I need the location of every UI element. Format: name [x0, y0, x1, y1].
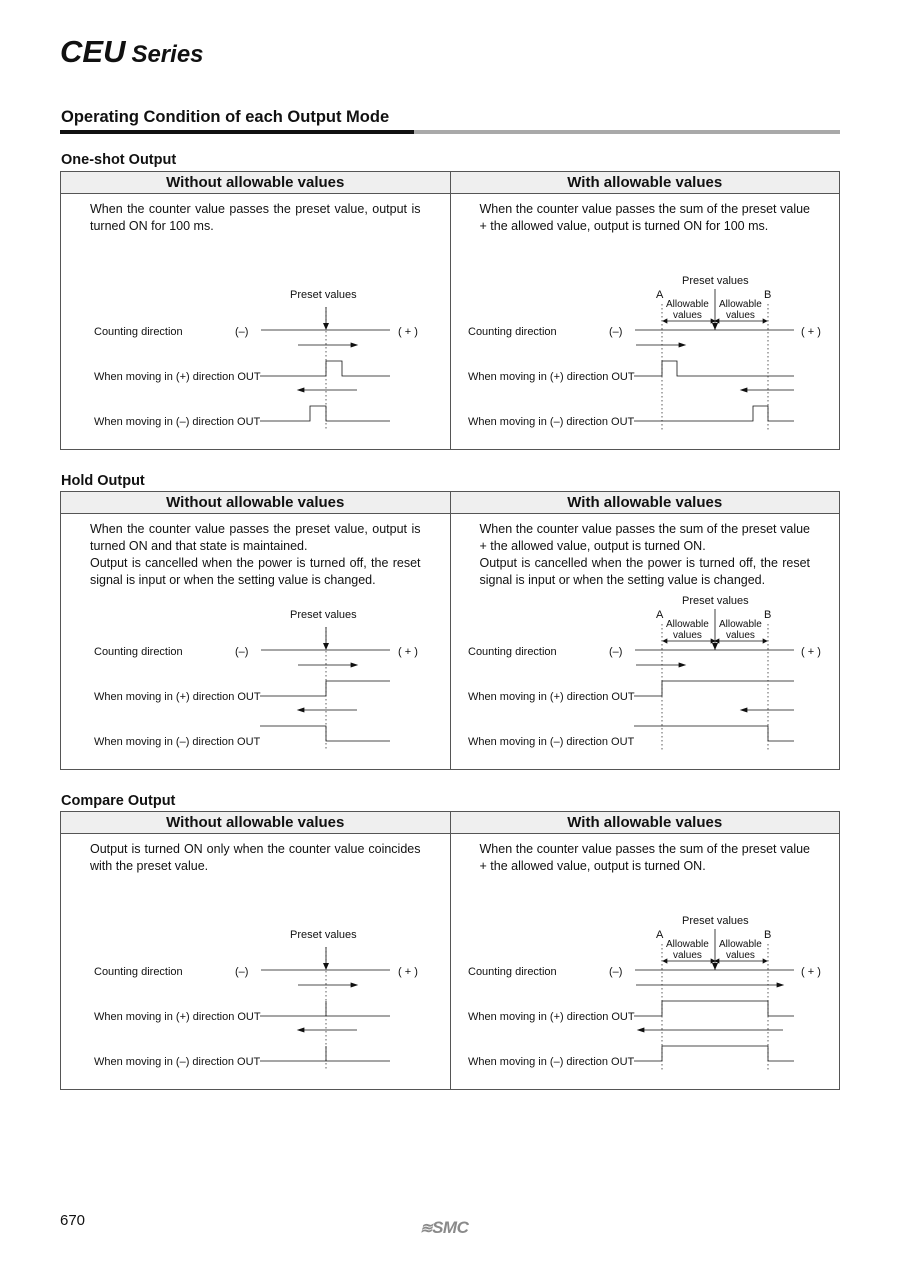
minus-label: (–) [235, 646, 249, 658]
point-b-label: B [763, 929, 771, 941]
arrow-left [741, 388, 794, 392]
point-a-label: A [655, 609, 663, 621]
point-a-label: A [655, 929, 663, 941]
values-label-left: values [672, 310, 702, 321]
out-plus-label: When moving in (+) direction OUT [94, 371, 261, 383]
oneshot-desc-without: When the counter value passes the preset value, output is turned ON for 100 ms. [90, 202, 421, 233]
out-plus-label: When moving in (+) direction OUT [467, 371, 635, 383]
out-minus-label: When moving in (–) direction OUT [94, 736, 261, 748]
oneshot-cell-without [61, 194, 450, 449]
oneshot-title: One-shot Output [61, 152, 177, 168]
minus-label: (–) [608, 326, 622, 338]
counting-direction-label: Counting direction [94, 326, 183, 338]
title-rule-grey [414, 130, 840, 134]
oneshot-diagram-with [451, 194, 840, 451]
counting-direction-label: Counting direction [467, 646, 557, 658]
compare-desc-with: When the counter value passes the sum of the preset value + the allowed value, output is turned ON. [479, 842, 810, 873]
oneshot-table [60, 171, 840, 450]
out-minus-label: When moving in (–) direction OUT [94, 416, 261, 428]
out-plus-label: When moving in (+) direction OUT [94, 691, 261, 703]
compare-diagram-with [451, 834, 840, 1091]
smc-logo: ≋SMC [420, 1218, 469, 1237]
arrow-left [298, 388, 357, 392]
hold-diagram-without [61, 514, 450, 771]
out-minus-label: When moving in (–) direction OUT [467, 736, 634, 748]
arrow-right [636, 343, 685, 347]
out-plus-signal [260, 681, 390, 696]
arrow-left [298, 708, 357, 712]
hold-table [60, 491, 840, 770]
hold-diagram-with [451, 514, 840, 771]
oneshot-desc-with: When the counter value passes the sum of the preset value + the allowed value, output is turned ON for 100 ms. [479, 202, 810, 233]
series-main: CEU [60, 34, 126, 69]
preset-label: Preset values [290, 289, 357, 301]
preset-label: Preset values [290, 609, 357, 621]
counting-direction-label: Counting direction [94, 646, 183, 658]
allowable-label-left: Allowable [665, 939, 709, 950]
allowable-label-right: Allowable [718, 939, 762, 950]
allowable-label-right: Allowable [718, 619, 762, 630]
out-plus-signal [260, 1001, 390, 1016]
out-minus-signal [634, 1046, 794, 1061]
plus-label: ( + ) [800, 966, 821, 978]
section-title: Operating Condition of each Output Mode [61, 108, 390, 126]
arrow-right [298, 983, 357, 987]
page-number: 670 [60, 1212, 86, 1229]
counting-direction-label: Counting direction [467, 326, 557, 338]
hold-desc-with: When the counter value passes the sum of the preset value + the allowed value, output is turned ON. Output is cancelled when the power is turned off, the reset signal is input or when the setting value is changed. [479, 522, 810, 587]
compare-title: Compare Output [61, 793, 176, 809]
arrow-right [636, 663, 685, 667]
arrow-left [638, 1028, 783, 1032]
logo-text: SMC [432, 1218, 469, 1237]
out-plus-label: When moving in (+) direction OUT [467, 691, 635, 703]
out-minus-signal [634, 726, 794, 741]
preset-label: Preset values [681, 275, 749, 287]
out-minus-signal [634, 406, 794, 421]
compare-desc-without: Output is turned ON only when the counter value coincides with the preset value. [90, 842, 421, 873]
out-minus-label: When moving in (–) direction OUT [467, 1056, 634, 1068]
compare-header-without: Without allowable values [166, 814, 345, 831]
plus-label: ( + ) [398, 646, 418, 658]
compare-table [60, 811, 840, 1090]
values-label-right: values [725, 310, 755, 321]
series-title [60, 34, 204, 70]
minus-label: (–) [608, 966, 622, 978]
values-label-left: values [672, 630, 702, 641]
compare-cell-without [61, 834, 450, 1089]
oneshot-cell-with [450, 194, 840, 449]
oneshot-diagram-without [61, 194, 450, 451]
out-minus-signal [260, 1046, 390, 1061]
values-label-left: values [672, 950, 702, 961]
out-plus-label: When moving in (+) direction OUT [467, 1011, 635, 1023]
compare-diagram-without [61, 834, 450, 1091]
allowable-label-right: Allowable [718, 299, 762, 310]
allowable-label-left: Allowable [665, 619, 709, 630]
arrow-right [298, 343, 357, 347]
hold-cell-without [61, 514, 450, 769]
plus-label: ( + ) [800, 646, 821, 658]
point-b-label: B [763, 289, 771, 301]
preset-label: Preset values [681, 595, 749, 607]
out-minus-label: When moving in (–) direction OUT [467, 416, 634, 428]
plus-label: ( + ) [398, 966, 418, 978]
out-plus-signal [634, 361, 794, 376]
counting-direction-label: Counting direction [94, 966, 183, 978]
out-minus-signal [260, 406, 390, 421]
out-plus-signal [634, 681, 794, 696]
preset-label: Preset values [681, 915, 749, 927]
preset-label: Preset values [290, 929, 357, 941]
point-b-label: B [763, 609, 771, 621]
out-minus-signal [260, 726, 390, 741]
hold-cell-with [450, 514, 840, 769]
oneshot-header-without: Without allowable values [166, 174, 345, 191]
hold-desc-without: When the counter value passes the preset value, output is turned ON and that state is maintained. Output is cancelled when the power is turned off, the reset signal is input or when the setting value is changed. [90, 522, 421, 587]
title-rule-dark [60, 130, 414, 134]
series-suffix: Series [131, 41, 204, 68]
compare-header-with: With allowable values [450, 812, 840, 833]
arrow-left [298, 1028, 357, 1032]
out-plus-label: When moving in (+) direction OUT [94, 1011, 261, 1023]
minus-label: (–) [235, 326, 249, 338]
minus-label: (–) [235, 966, 249, 978]
arrow-right [636, 983, 783, 987]
values-label-right: values [725, 630, 755, 641]
point-a-label: A [655, 289, 663, 301]
hold-title: Hold Output [61, 473, 145, 489]
allowable-label-left: Allowable [665, 299, 709, 310]
arrow-right [298, 663, 357, 667]
out-minus-label: When moving in (–) direction OUT [94, 1056, 261, 1068]
compare-cell-with [450, 834, 840, 1089]
plus-label: ( + ) [398, 326, 418, 338]
hold-header-with: With allowable values [450, 492, 840, 513]
hold-header-without: Without allowable values [166, 494, 345, 511]
minus-label: (–) [608, 646, 622, 658]
counting-direction-label: Counting direction [467, 966, 557, 978]
oneshot-header-with: With allowable values [450, 172, 840, 193]
arrow-left [741, 708, 794, 712]
out-plus-signal [260, 361, 390, 376]
values-label-right: values [725, 950, 755, 961]
out-plus-signal [634, 1001, 794, 1016]
plus-label: ( + ) [800, 326, 821, 338]
